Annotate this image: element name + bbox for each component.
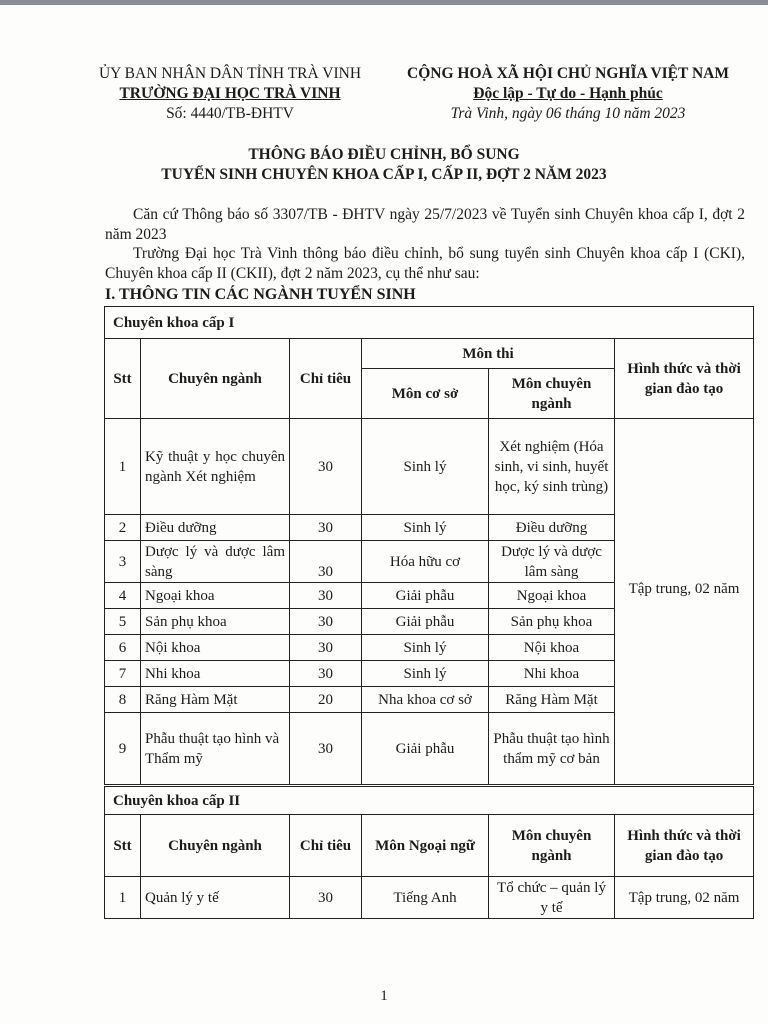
header-exam: Môn thi [362, 339, 615, 369]
row-base-subject: Sinh lý [362, 661, 489, 687]
row-stt: 4 [105, 583, 141, 609]
row-base-subject: Sinh lý [362, 635, 489, 661]
row-specialty-subject: Điều dưỡng [489, 515, 615, 541]
table-cki-title: Chuyên khoa cấp I [105, 307, 754, 339]
row-specialty-subject: Răng Hàm Mặt [489, 687, 615, 713]
row-base-subject: Nha khoa cơ sở [362, 687, 489, 713]
row-base-subject: Giải phẫu [362, 583, 489, 609]
row-base-subject: Hóa hữu cơ [362, 541, 489, 583]
row-stt: 1 [105, 419, 141, 515]
row-major: Quản lý y tế [141, 877, 290, 919]
header-format: Hình thức và thời gian đào tạo [615, 339, 754, 419]
row-specialty-subject: Nội khoa [489, 635, 615, 661]
row-language: Tiếng Anh [362, 877, 489, 919]
row-major: Phẫu thuật tạo hình và Thẩm mỹ [141, 713, 290, 785]
row-quota: 30 [290, 609, 362, 635]
row-stt: 9 [105, 713, 141, 785]
header-quota: Chỉ tiêu [290, 815, 362, 877]
row-major: Sản phụ khoa [141, 609, 290, 635]
header-quota: Chỉ tiêu [290, 339, 362, 419]
row-quota: 30 [290, 661, 362, 687]
row-stt: 7 [105, 661, 141, 687]
row-major: Kỹ thuật y học chuyên ngành Xét nghiệm [141, 419, 290, 515]
row-stt: 1 [105, 877, 141, 919]
row-major: Nội khoa [141, 635, 290, 661]
row-specialty-subject: Sản phụ khoa [489, 609, 615, 635]
national-motto: Độc lập - Tự do - Hạnh phúc [473, 85, 663, 102]
row-specialty-subject: Dược lý và dược lâm sàng [489, 541, 615, 583]
title-line-2: TUYỂN SINH CHUYÊN KHOA CẤP I, CẤP II, ĐỢT 2 NĂM 2023 [161, 166, 607, 183]
row-major: Răng Hàm Mặt [141, 687, 290, 713]
row-quota: 30 [290, 515, 362, 541]
header-stt: Stt [105, 339, 141, 419]
document-number: Số: 4440/TB-ĐHTV [166, 105, 294, 122]
row-quota: 30 [290, 419, 362, 515]
row-major: Điều dưỡng [141, 515, 290, 541]
row-quota: 30 [290, 877, 362, 919]
row-stt: 2 [105, 515, 141, 541]
row-base-subject: Giải phẫu [362, 713, 489, 785]
table-cki [104, 306, 754, 785]
row-specialty-subject: Nhi khoa [489, 661, 615, 687]
row-stt: 3 [105, 541, 141, 583]
header-stt: Stt [105, 815, 141, 877]
header-language: Môn Ngoại ngữ [362, 815, 489, 877]
row-base-subject: Giải phẫu [362, 609, 489, 635]
row-specialty-subject: Tổ chức – quản lý y tế [489, 877, 615, 919]
table-ckii [104, 786, 754, 919]
issuer-name: TRƯỜNG ĐẠI HỌC TRÀ VINH [119, 85, 341, 102]
header-specialty-subject: Môn chuyên ngành [489, 815, 615, 877]
row-quota: 30 [290, 713, 362, 785]
page-number: 1 [380, 988, 388, 1004]
row-format: Tập trung, 02 năm [615, 877, 754, 919]
issuer-parent: ỦY BAN NHÂN DÂN TỈNH TRÀ VINH [98, 65, 362, 82]
header-base-subject: Môn cơ sở [362, 369, 489, 419]
row-specialty-subject: Ngoại khoa [489, 583, 615, 609]
document-title [0, 145, 768, 185]
row-major: Ngoại khoa [141, 583, 290, 609]
row-quota: 30 [290, 541, 362, 583]
title-line-1: THÔNG BÁO ĐIỀU CHỈNH, BỔ SUNG [248, 146, 520, 163]
table-ckii-title: Chuyên khoa cấp II [105, 787, 754, 815]
national-name: CỘNG HOÀ XÃ HỘI CHỦ NGHĨA VIỆT NAM [407, 65, 729, 82]
paragraph-announcement: Trường Đại học Trà Vinh thông báo điều chỉnh, bổ sung tuyển sinh Chuyên khoa cấp I (CKI), Chuyên khoa cấp II (CKII), đợt 2 năm 2023, cụ thể như sau: [105, 245, 745, 282]
format-value: Tập trung, 02 năm [615, 419, 754, 785]
row-quota: 30 [290, 583, 362, 609]
header-major: Chuyên ngành [141, 339, 290, 419]
row-specialty-subject: Phẫu thuật tạo hình thẩm mỹ cơ bản [489, 713, 615, 785]
row-quota: 30 [290, 635, 362, 661]
section-heading: I. THÔNG TIN CÁC NGÀNH TUYỂN SINH [105, 286, 416, 303]
row-major: Dược lý và dược lâm sàng [141, 541, 290, 583]
row-quota: 20 [290, 687, 362, 713]
row-base-subject: Sinh lý [362, 419, 489, 515]
row-stt: 6 [105, 635, 141, 661]
row-stt: 8 [105, 687, 141, 713]
paragraph-legal-basis: Căn cứ Thông báo số 3307/TB - ĐHTV ngày 25/7/2023 về Tuyển sinh Chuyên khoa cấp I, đợt 2 năm 2023 [105, 206, 745, 243]
row-major: Nhi khoa [141, 661, 290, 687]
issuer-block [80, 64, 380, 124]
national-motto-block [384, 64, 752, 124]
header-specialty-subject: Môn chuyên ngành [489, 369, 615, 419]
row-specialty-subject: Xét nghiệm (Hóa sinh, vi sinh, huyết học, ký sinh trùng) [489, 419, 615, 515]
row-stt: 5 [105, 609, 141, 635]
header-format: Hình thức và thời gian đào tạo [615, 815, 754, 877]
header-major: Chuyên ngành [141, 815, 290, 877]
row-base-subject: Sinh lý [362, 515, 489, 541]
place-date: Trà Vinh, ngày 06 tháng 10 năm 2023 [450, 105, 686, 122]
